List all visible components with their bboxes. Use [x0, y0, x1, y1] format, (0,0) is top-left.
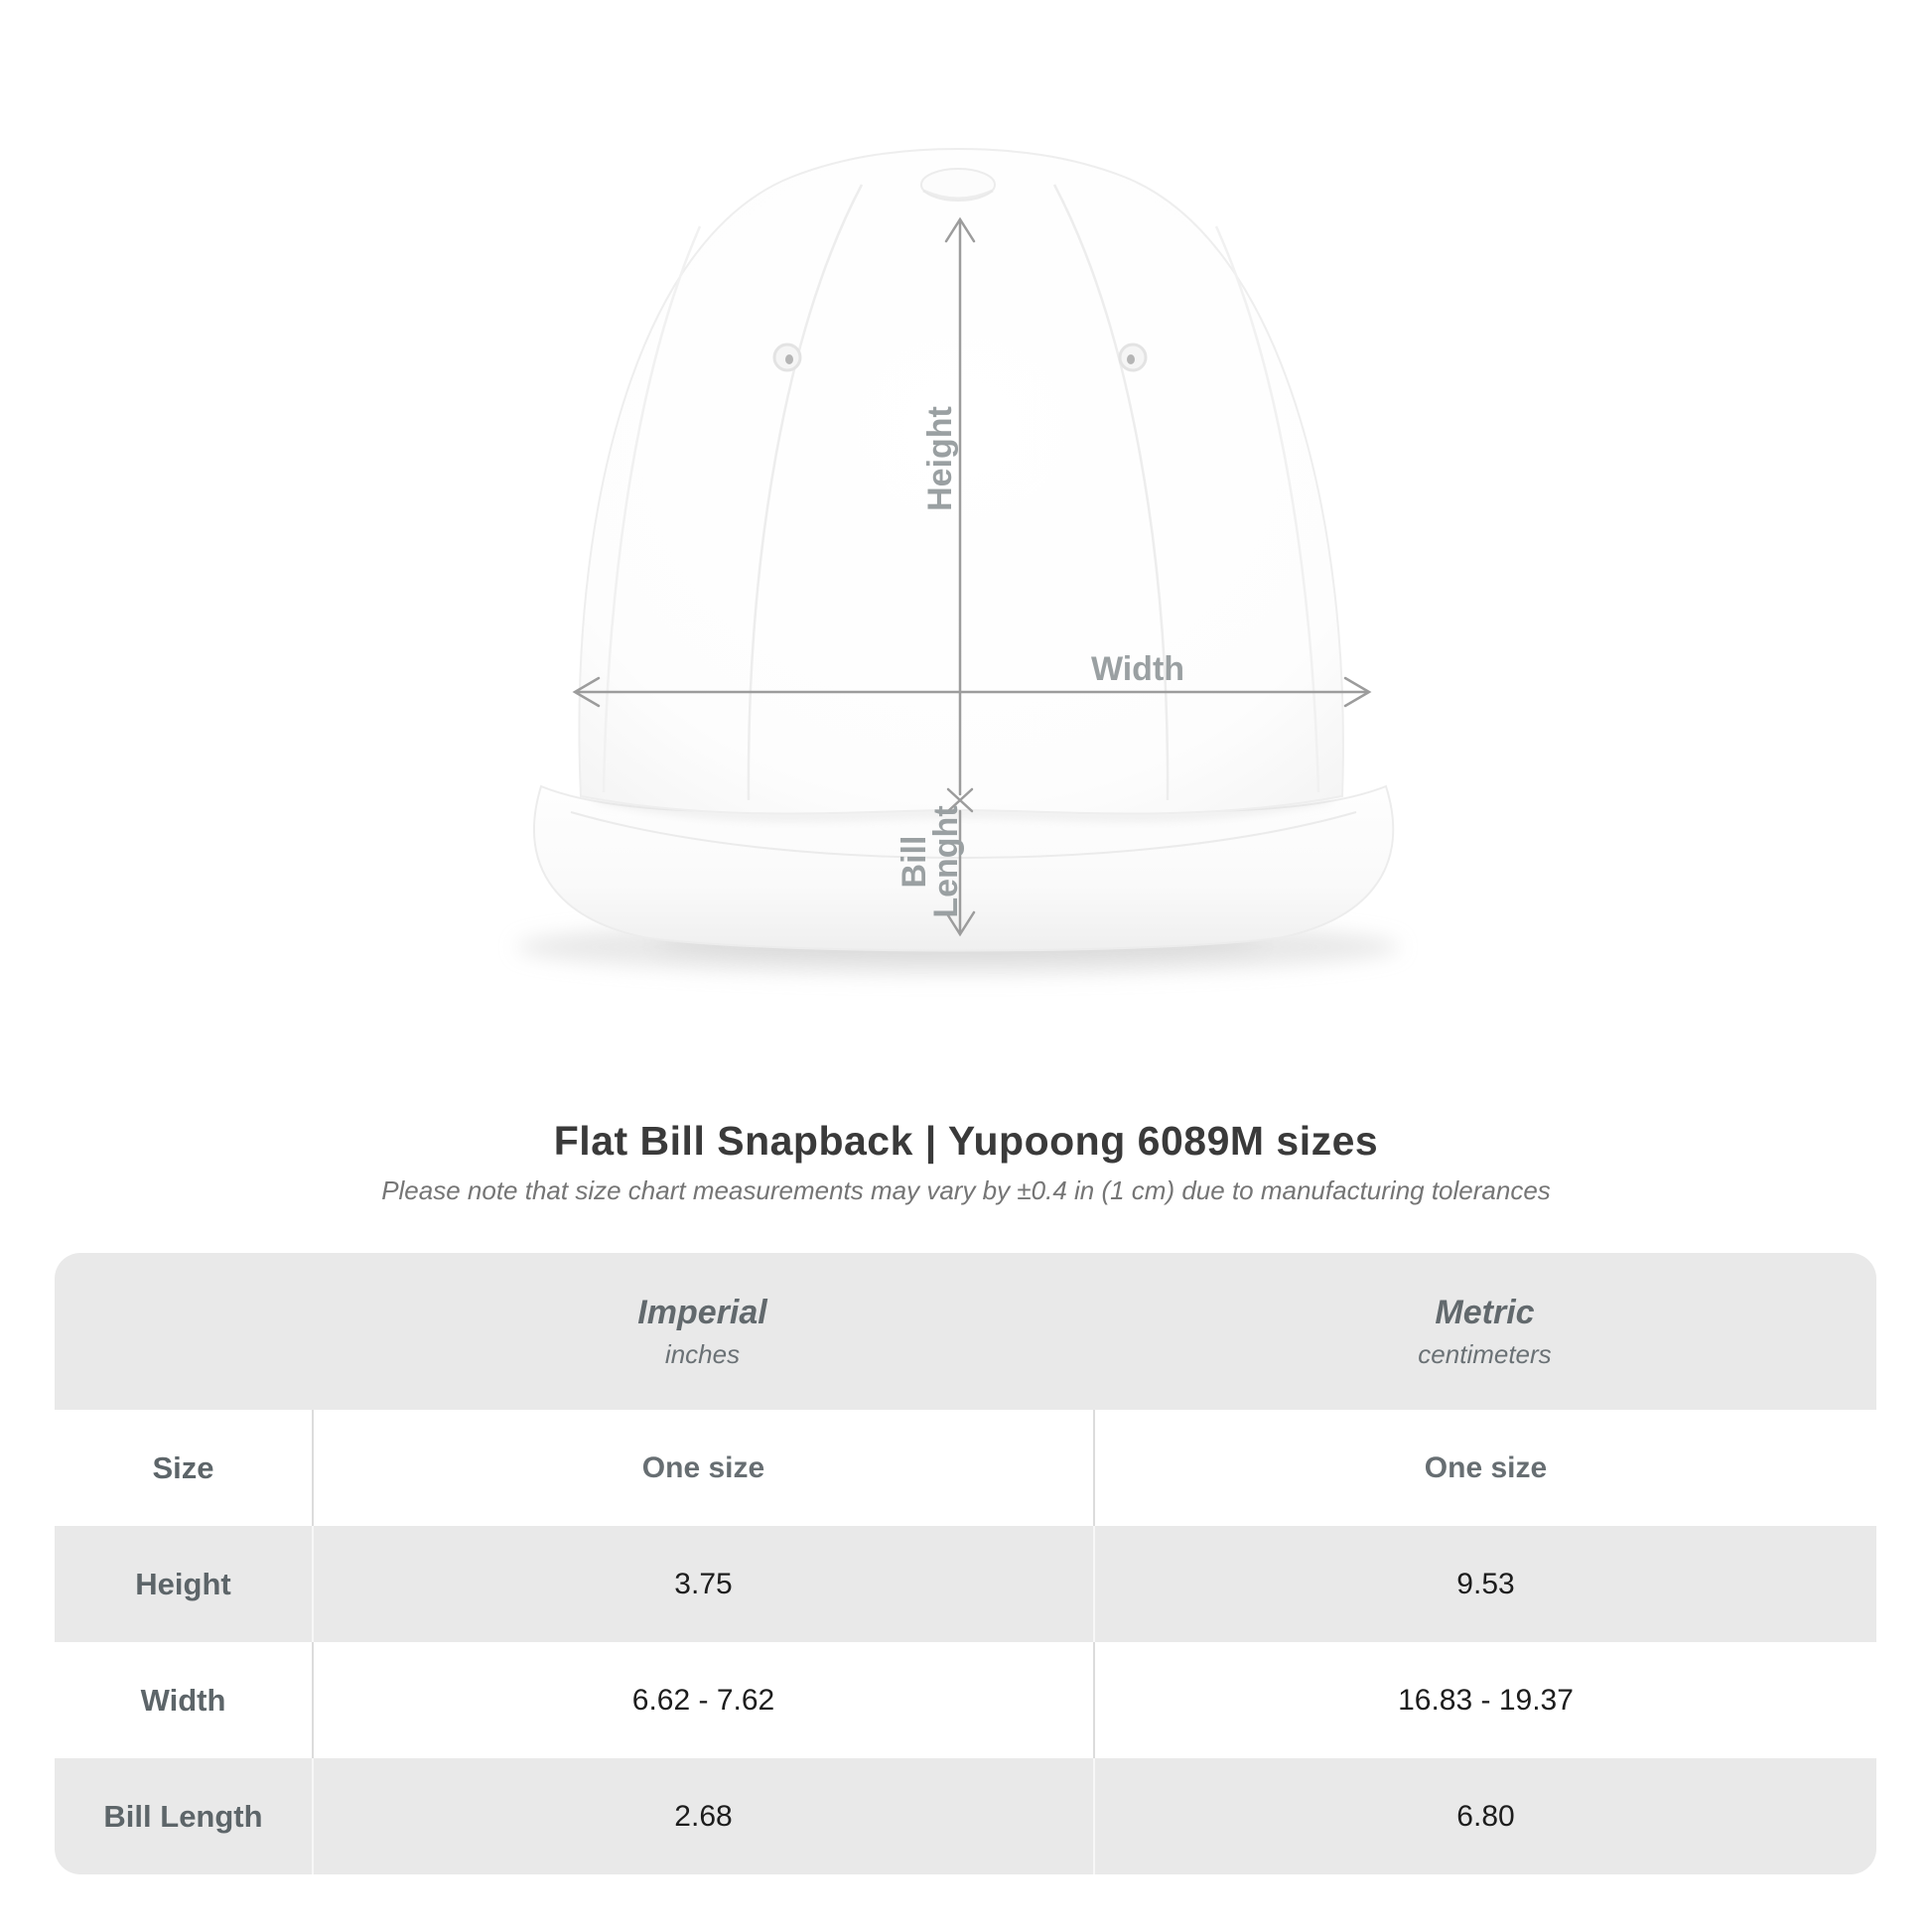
table-row-size — [55, 1410, 1876, 1526]
size-table — [55, 1253, 1876, 1874]
size-metric-value: One size — [1093, 1410, 1876, 1526]
height-imperial-value: 3.75 — [312, 1526, 1093, 1642]
size-imperial-value: One size — [312, 1410, 1093, 1526]
width-metric-value: 16.83 - 19.37 — [1093, 1642, 1876, 1758]
row-label: Width — [140, 1682, 226, 1718]
header-spacer-cell — [55, 1253, 312, 1410]
bill-length-imperial-value: 2.68 — [312, 1758, 1093, 1874]
row-label: Height — [135, 1566, 231, 1601]
bill-length-dimension-label-line1: Bill — [896, 835, 933, 889]
tolerance-note: Please note that size chart measurements may vary by ±0.4 in (1 cm) due to manufacturing tolerances — [381, 1175, 1551, 1205]
width-dimension-label: Width — [1090, 650, 1185, 688]
eyelet-left — [774, 345, 800, 370]
size-table-header — [55, 1253, 1876, 1410]
imperial-label: Imperial — [637, 1293, 767, 1331]
table-row-bill-length — [55, 1758, 1876, 1874]
table-row-height — [55, 1526, 1876, 1642]
header-metric — [1093, 1253, 1876, 1410]
row-label: Size — [152, 1449, 214, 1485]
table-row-width — [55, 1642, 1876, 1758]
row-label: Bill Length — [103, 1798, 263, 1834]
height-dimension-label: Height — [921, 406, 959, 511]
page-title: Flat Bill Snapback | Yupoong 6089M sizes — [553, 1118, 1379, 1164]
imperial-unit-label: inches — [664, 1338, 741, 1369]
hat-button — [921, 169, 995, 201]
metric-unit-label: centimeters — [1418, 1338, 1552, 1369]
bill-length-metric-value: 6.80 — [1093, 1758, 1876, 1874]
bill-length-dimension-label-line2: Lenght — [927, 805, 965, 918]
eyelet-right — [1120, 345, 1146, 370]
height-metric-value: 9.53 — [1093, 1526, 1876, 1642]
header-imperial — [312, 1253, 1093, 1410]
width-imperial-value: 6.62 - 7.62 — [312, 1642, 1093, 1758]
metric-label: Metric — [1435, 1293, 1535, 1331]
